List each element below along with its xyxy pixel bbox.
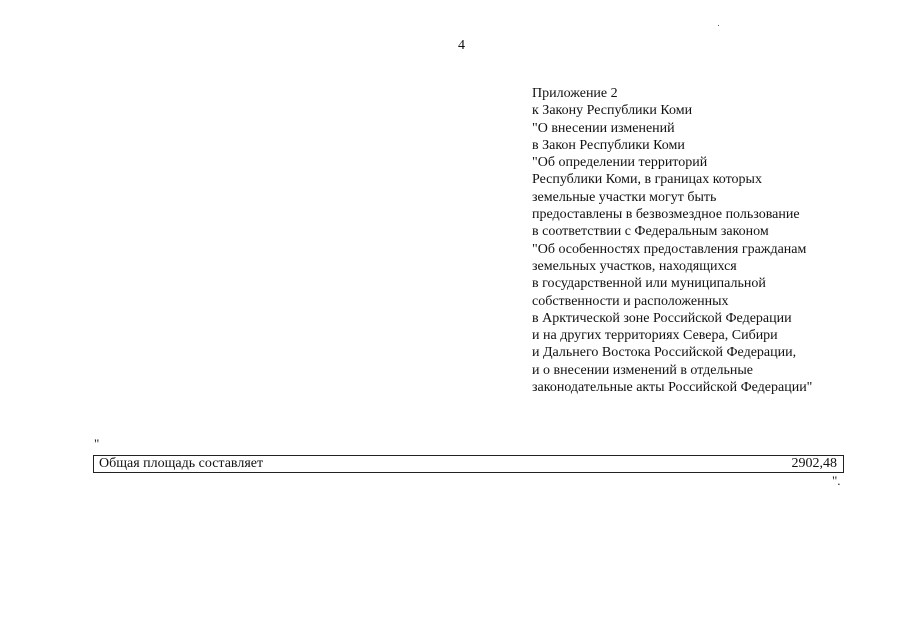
total-area-label: Общая площадь составляет — [99, 456, 264, 471]
total-area-table — [93, 455, 844, 473]
total-area-value: 2902,48 — [791, 456, 837, 471]
appendix-line: законодательные акты Российской Федерации" — [532, 380, 813, 396]
appendix-line: и на других территориях Севера, Сибири — [532, 328, 778, 344]
appendix-line: "Об определении территорий — [532, 155, 708, 171]
appendix-line: земельные участки могут быть — [532, 189, 717, 205]
appendix-line: собственности и расположенных — [532, 293, 729, 309]
appendix-header — [532, 85, 892, 396]
appendix-line: в соответствии с Федеральным законом — [532, 224, 769, 240]
appendix-line: в Закон Республики Коми — [532, 137, 685, 153]
appendix-line: "О внесении изменений — [532, 120, 675, 136]
appendix-line: Республики Коми, в границах которых — [532, 172, 762, 188]
table-close-quote: ". — [832, 473, 841, 488]
appendix-line: "Об особенностях предоставления гражданам — [532, 241, 807, 257]
appendix-line: земельных участков, находящихся — [532, 258, 737, 274]
appendix-line: в Арктической зоне Российской Федерации — [532, 310, 792, 326]
appendix-line: и Дальнего Востока Российской Федерации, — [532, 345, 797, 361]
appendix-line: предоставлены в безвозмездное пользование — [532, 207, 800, 223]
scan-artifact — [718, 25, 719, 26]
appendix-line: и о внесении изменений в отдельные — [532, 362, 753, 378]
page-number: 4 — [458, 38, 465, 53]
appendix-line: к Закону Республики Коми — [532, 103, 693, 119]
table-open-quote: " — [94, 436, 100, 451]
appendix-line: в государственной или муниципальной — [532, 276, 766, 292]
appendix-line: Приложение 2 — [532, 86, 618, 101]
